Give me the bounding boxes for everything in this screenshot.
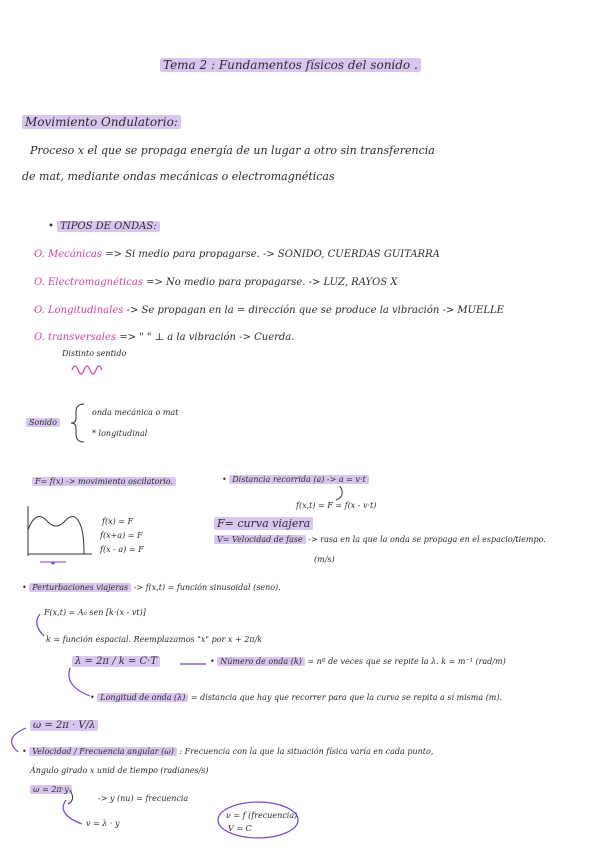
sonido-item-2: * longitudinal	[92, 429, 148, 438]
velocidad-unit: (m/s)	[314, 555, 335, 564]
velocidad-fase-line: V= Velocidad de fase -> rasa en la que la onda se propaga en el espacio/tiempo.	[214, 536, 546, 544]
box-line-1: ν = f (frecuencia)	[226, 811, 298, 820]
circle-frecuencia	[218, 802, 298, 838]
lambda-equation: λ = 2π / k = C·T	[72, 657, 160, 667]
wave-label-1: f(x) = F	[102, 517, 134, 526]
angular-line-1: • Velocidad / Frecuencia angular (ω) : Frecuencia con la que la situación física varía en cada punto,	[22, 747, 434, 756]
angular-line-2: Ángulo girado x unid de tiempo (radianes/s)	[30, 766, 209, 775]
type-row-transversales: O. transversales => " " ⊥ a la vibración -> Cuerda.	[34, 332, 295, 343]
definition-line-1: Proceso x el que se propaga energía de un lugar a otro sin transferencia	[30, 144, 435, 157]
section-heading-movimiento: Movimiento Ondulatorio:	[22, 116, 181, 128]
nu-frecuencia: -> y (nu) = frecuencia	[98, 794, 189, 803]
numero-onda-line: • Número de onda (k) = nº de veces que se repite la λ. k = m⁻¹ (rad/m)	[210, 657, 506, 666]
types-heading: • TIPOS DE ONDAS:	[48, 222, 160, 232]
k-line: k = función espacial. Reemplazamos "x" por x + 2π/k	[46, 635, 263, 644]
type-row-longitudinales: O. Longitudinales -> Se propagan en la = dirección que se produce la vibración -> MUELLE	[34, 305, 504, 316]
arrow-v	[63, 800, 82, 824]
arrow-lambda-longitud	[69, 668, 90, 696]
wave-label-2: f(x+a) = F	[100, 531, 143, 540]
page-title: Tema 2 : Fundamentos físicos del sonido .	[160, 59, 421, 71]
box-line-2: V = C	[228, 824, 252, 833]
omega-equation: ω = 2π · V/λ	[30, 721, 98, 731]
brace-sonido	[71, 404, 84, 442]
type-row-mecanicas: O. Mecánicas => Si medio para propagarse. -> SONIDO, CUERDAS GUITARRA	[34, 249, 440, 260]
perturbaciones-eq: F(x,t) = A₀ sen [k·(x - vt)]	[44, 608, 146, 617]
type-row-electromagneticas: O. Electromagnéticas => No medio para propagarse. -> LUZ, RAYOS X	[34, 277, 398, 288]
arrow-omega	[12, 728, 26, 752]
wave-graph	[28, 506, 92, 565]
longitud-onda-line: • Longitud de onda (λ) = distancia que hay que recorrer para que la curva se repita a sí misma (m).	[90, 693, 503, 702]
note-distinto-sentido: Distinto sentido	[62, 349, 127, 358]
f-equation: F= f(x) -> movimiento oscilatorio.	[32, 478, 176, 486]
perturbaciones-line: • Perturbaciones viajeras -> f(x,t) = función sinusoidal (seno).	[22, 583, 281, 592]
f-xt-equation: f(x,t) = F = f(x - v·t)	[296, 501, 377, 510]
distance-line: • Distancia recorrida (a) -> a = v·t	[222, 476, 369, 484]
definition-line-2: de mat, mediante ondas mecánicas o electromagnéticas	[22, 170, 335, 183]
sonido-label: Sonido	[26, 419, 60, 427]
sonido-item-1: onda mecánica o mat	[92, 408, 179, 417]
arrow-k	[37, 614, 44, 636]
wave-label-3: f(x - a) = F	[100, 545, 144, 554]
v-equation: v = λ · y	[86, 819, 120, 828]
arrow-nu	[68, 790, 73, 804]
squiggle-mark	[72, 366, 102, 374]
curva-viajera: F= curva viajera	[214, 518, 313, 529]
arrow-distance	[336, 486, 342, 500]
omega2-equation: ω = 2π·y	[30, 786, 72, 794]
